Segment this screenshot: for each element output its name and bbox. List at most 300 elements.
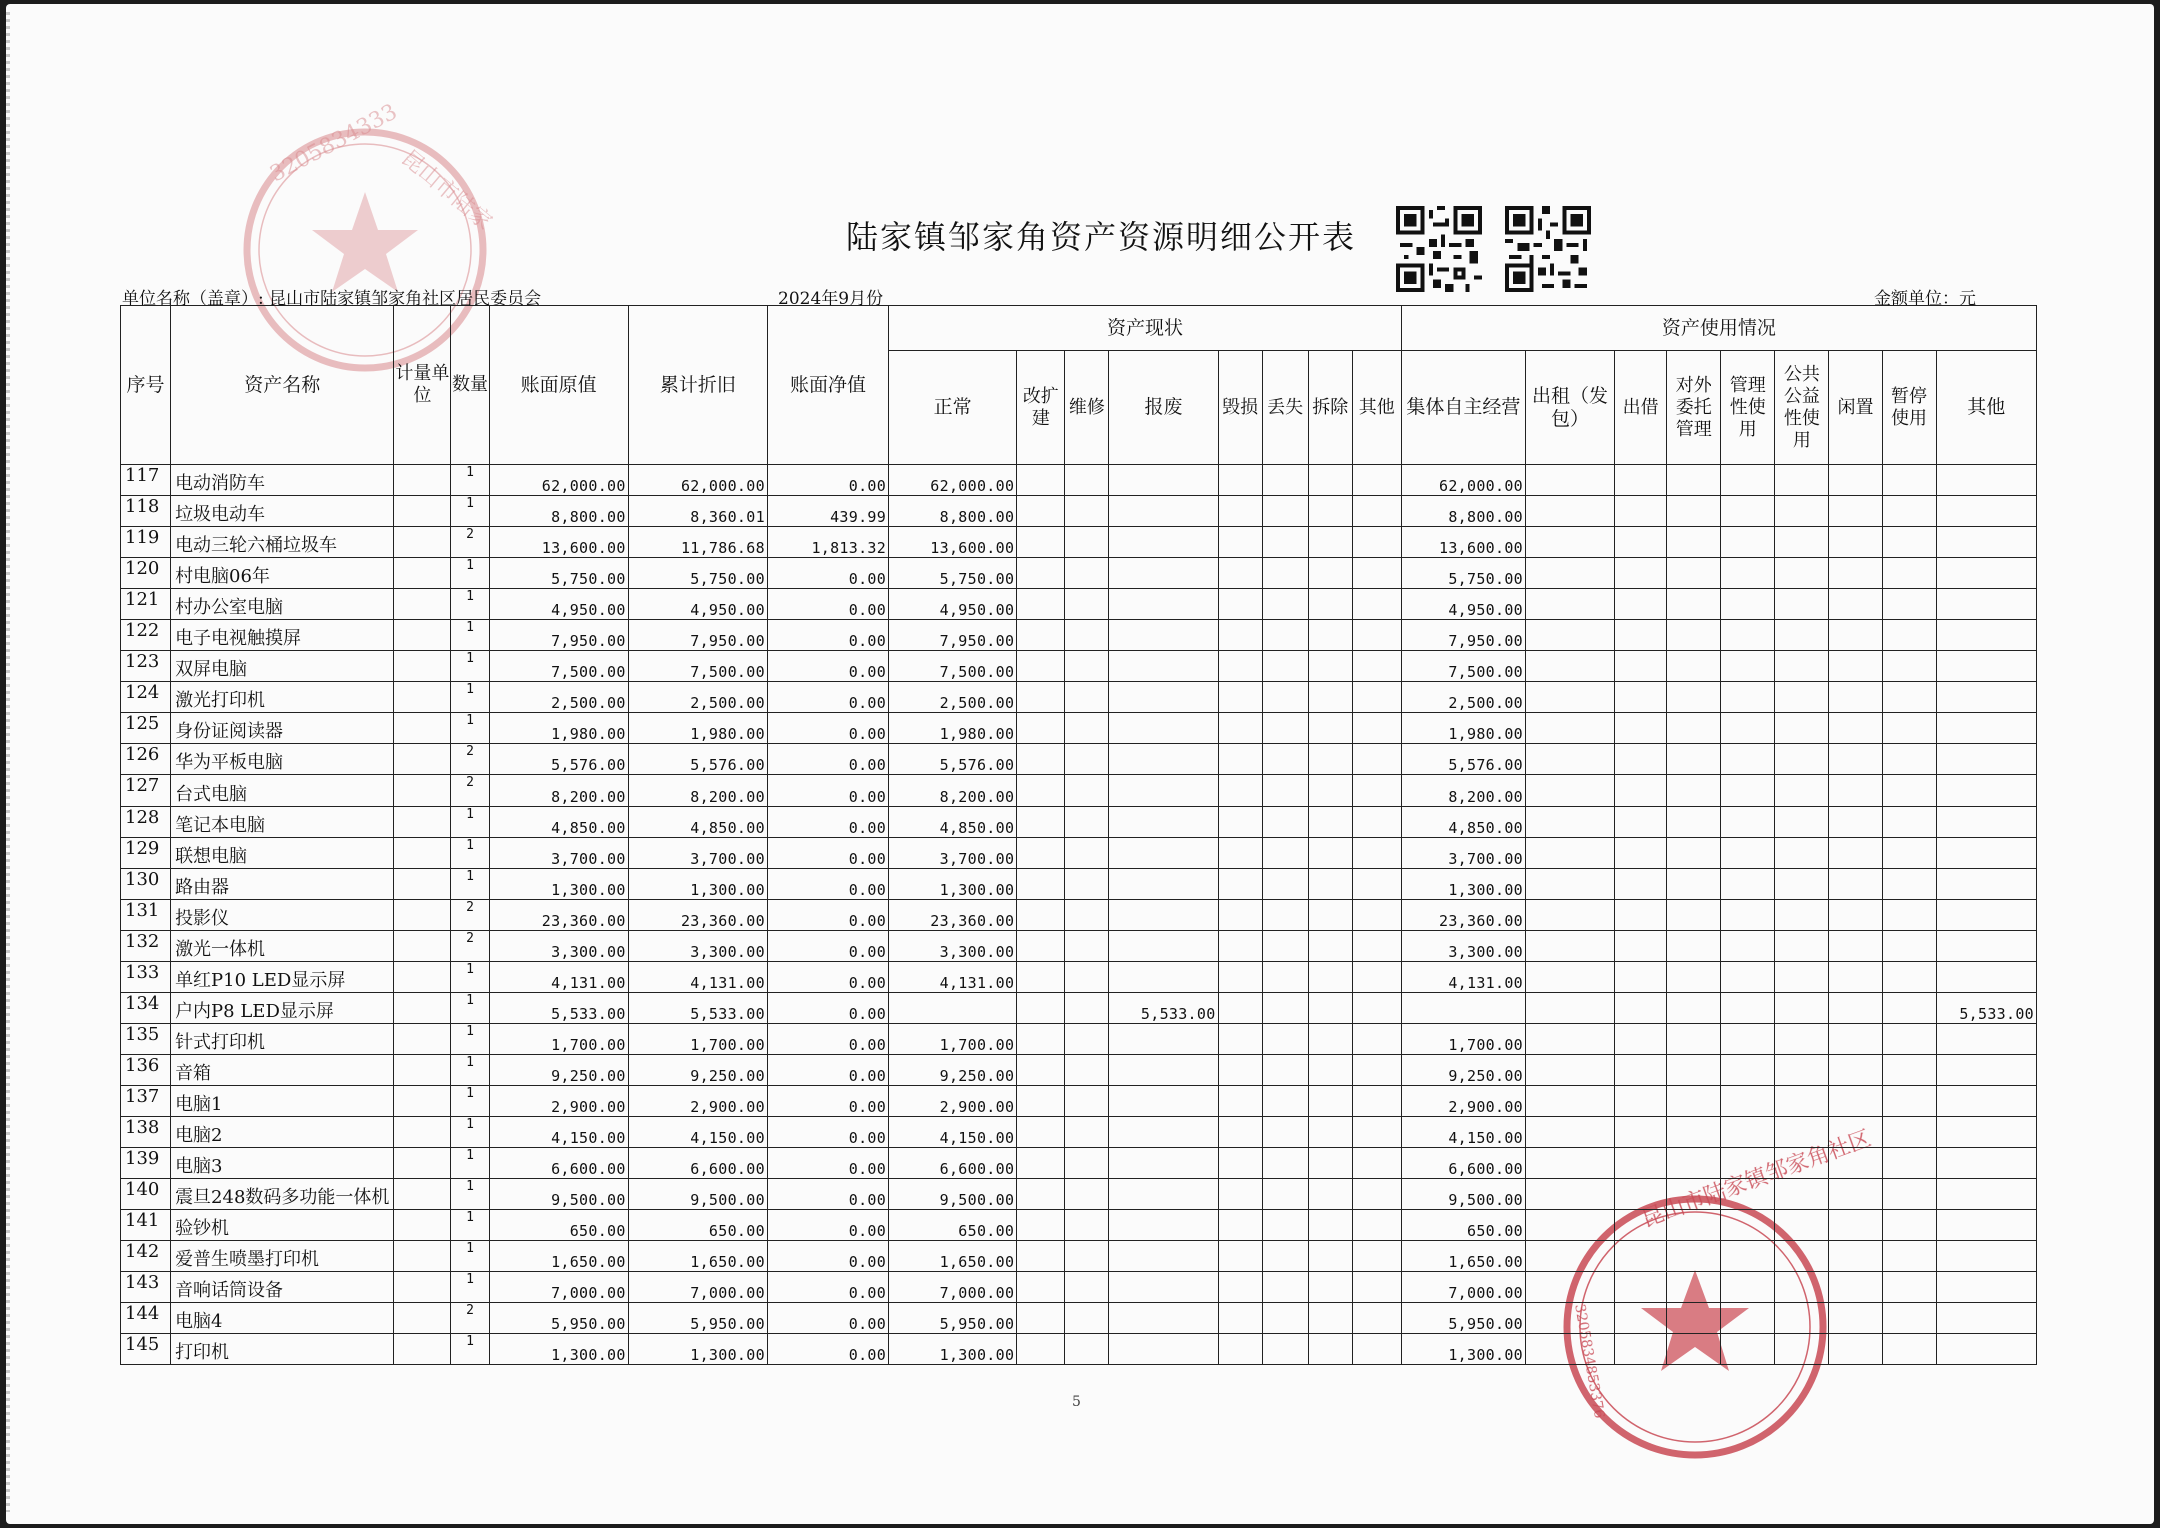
header-book-net: 账面净值 [767, 306, 888, 465]
status-renovation-cell [1017, 961, 1065, 992]
usage-public-welfare-cell [1775, 1210, 1829, 1241]
status-lost-cell [1262, 992, 1308, 1023]
usage-other-cell [1936, 744, 2036, 775]
quantity-cell: 1 [451, 868, 489, 899]
quantity-cell: 2 [451, 899, 489, 930]
usage-management-cell [1721, 1023, 1775, 1054]
quantity-cell: 2 [451, 527, 489, 558]
status-repair-cell [1065, 1023, 1109, 1054]
usage-self-operated-cell: 650.00 [1401, 1210, 1525, 1241]
book-net-cell: 0.00 [767, 1334, 888, 1365]
status-damaged-cell [1218, 1179, 1262, 1210]
asset-name-cell: 电脑1 [171, 1085, 394, 1116]
usage-idle-cell [1829, 1116, 1882, 1147]
status-lost-cell [1262, 1023, 1308, 1054]
usage-lent-cell [1615, 496, 1667, 527]
header-book-original: 账面原值 [489, 306, 628, 465]
accumulated-depreciation-cell: 6,600.00 [628, 1148, 767, 1179]
usage-public-welfare-cell [1775, 1148, 1829, 1179]
asset-name-cell: 针式打印机 [171, 1023, 394, 1054]
header-status-demolished: 拆除 [1308, 351, 1352, 465]
book-net-cell: 0.00 [767, 1148, 888, 1179]
usage-entrusted-cell [1667, 682, 1721, 713]
status-repair-cell [1065, 589, 1109, 620]
accumulated-depreciation-cell: 1,650.00 [628, 1241, 767, 1272]
status-demolished-cell [1308, 651, 1352, 682]
quantity-cell: 1 [451, 837, 489, 868]
status-other-cell [1352, 992, 1401, 1023]
table-row [121, 465, 2037, 496]
usage-idle-cell [1829, 1241, 1882, 1272]
usage-public-welfare-cell [1775, 1116, 1829, 1147]
usage-entrusted-cell [1667, 1179, 1721, 1210]
usage-lent-cell [1615, 682, 1667, 713]
status-normal-cell: 5,750.00 [889, 558, 1017, 589]
usage-self-operated-cell: 9,500.00 [1401, 1179, 1525, 1210]
status-repair-cell [1065, 1116, 1109, 1147]
accumulated-depreciation-cell: 8,360.01 [628, 496, 767, 527]
status-other-cell [1352, 682, 1401, 713]
book-original-cell: 2,900.00 [489, 1085, 628, 1116]
usage-other-cell [1936, 930, 2036, 961]
usage-self-operated-cell: 5,576.00 [1401, 744, 1525, 775]
row-seq-cell: 134 [121, 992, 171, 1023]
status-repair-cell [1065, 992, 1109, 1023]
usage-leased-cell [1526, 930, 1615, 961]
usage-entrusted-cell [1667, 961, 1721, 992]
usage-public-welfare-cell [1775, 682, 1829, 713]
header-measure-unit: 计量单位 [394, 306, 451, 465]
usage-management-cell [1721, 465, 1775, 496]
status-scrapped-cell [1109, 1023, 1218, 1054]
usage-other-cell [1936, 496, 2036, 527]
usage-lent-cell [1615, 744, 1667, 775]
measure-unit-cell [394, 1054, 451, 1085]
table-row [121, 899, 2037, 930]
status-normal-cell: 1,980.00 [889, 713, 1017, 744]
quantity-cell: 1 [451, 589, 489, 620]
usage-idle-cell [1829, 620, 1882, 651]
status-damaged-cell [1218, 713, 1262, 744]
table-row [121, 1272, 2037, 1303]
status-scrapped-cell [1109, 1116, 1218, 1147]
header-usage-idle: 闲置 [1829, 351, 1882, 465]
measure-unit-cell [394, 558, 451, 589]
status-renovation-cell [1017, 1148, 1065, 1179]
usage-other-cell [1936, 1210, 2036, 1241]
usage-self-operated-cell: 8,800.00 [1401, 496, 1525, 527]
usage-leased-cell [1526, 527, 1615, 558]
status-normal-cell: 2,500.00 [889, 682, 1017, 713]
usage-other-cell [1936, 651, 2036, 682]
accumulated-depreciation-cell: 1,300.00 [628, 868, 767, 899]
asset-name-cell: 电子电视触摸屏 [171, 620, 394, 651]
row-seq-cell: 137 [121, 1085, 171, 1116]
status-scrapped-cell [1109, 868, 1218, 899]
usage-leased-cell [1526, 1054, 1615, 1085]
asset-name-cell: 音箱 [171, 1054, 394, 1085]
usage-idle-cell [1829, 992, 1882, 1023]
status-demolished-cell [1308, 1085, 1352, 1116]
usage-other-cell [1936, 558, 2036, 589]
status-lost-cell [1262, 899, 1308, 930]
measure-unit-cell [394, 992, 451, 1023]
book-original-cell: 1,300.00 [489, 1334, 628, 1365]
status-repair-cell [1065, 465, 1109, 496]
usage-lent-cell [1615, 837, 1667, 868]
status-demolished-cell [1308, 496, 1352, 527]
accumulated-depreciation-cell: 7,500.00 [628, 651, 767, 682]
usage-public-welfare-cell [1775, 1241, 1829, 1272]
usage-lent-cell [1615, 713, 1667, 744]
status-damaged-cell [1218, 620, 1262, 651]
status-other-cell [1352, 1054, 1401, 1085]
measure-unit-cell [394, 930, 451, 961]
book-net-cell: 0.00 [767, 651, 888, 682]
status-normal-cell: 4,950.00 [889, 589, 1017, 620]
usage-suspended-cell [1882, 837, 1936, 868]
header-usage-entrusted: 对外委托管理 [1667, 351, 1721, 465]
usage-lent-cell [1615, 1210, 1667, 1241]
usage-suspended-cell [1882, 589, 1936, 620]
usage-self-operated-cell: 4,131.00 [1401, 961, 1525, 992]
row-seq-cell: 145 [121, 1334, 171, 1365]
header-asset-status-group: 资产现状 [889, 306, 1402, 351]
status-demolished-cell [1308, 1210, 1352, 1241]
header-seq: 序号 [121, 306, 171, 465]
usage-suspended-cell [1882, 1116, 1936, 1147]
book-original-cell: 7,000.00 [489, 1272, 628, 1303]
status-repair-cell [1065, 837, 1109, 868]
usage-lent-cell [1615, 527, 1667, 558]
paper-edge [6, 12, 10, 1512]
quantity-cell: 1 [451, 682, 489, 713]
table-row [121, 837, 2037, 868]
header-status-lost: 丢失 [1262, 351, 1308, 465]
asset-name-cell: 投影仪 [171, 899, 394, 930]
table-row [121, 496, 2037, 527]
usage-leased-cell [1526, 713, 1615, 744]
status-renovation-cell [1017, 682, 1065, 713]
book-net-cell: 0.00 [767, 589, 888, 620]
usage-entrusted-cell [1667, 899, 1721, 930]
status-repair-cell [1065, 558, 1109, 589]
status-damaged-cell [1218, 1303, 1262, 1334]
measure-unit-cell [394, 1272, 451, 1303]
accumulated-depreciation-cell: 9,500.00 [628, 1179, 767, 1210]
status-lost-cell [1262, 930, 1308, 961]
status-other-cell [1352, 775, 1401, 806]
usage-suspended-cell [1882, 713, 1936, 744]
usage-suspended-cell [1882, 1303, 1936, 1334]
report-period: 2024年9月份 [778, 289, 884, 309]
asset-name-cell: 爱普生喷墨打印机 [171, 1241, 394, 1272]
usage-entrusted-cell [1667, 1334, 1721, 1365]
status-lost-cell [1262, 1116, 1308, 1147]
status-demolished-cell [1308, 558, 1352, 589]
status-damaged-cell [1218, 1023, 1262, 1054]
usage-idle-cell [1829, 1179, 1882, 1210]
header-status-damaged: 毁损 [1218, 351, 1262, 465]
usage-public-welfare-cell [1775, 775, 1829, 806]
status-scrapped-cell [1109, 465, 1218, 496]
usage-management-cell [1721, 1179, 1775, 1210]
usage-public-welfare-cell [1775, 744, 1829, 775]
usage-public-welfare-cell [1775, 589, 1829, 620]
header-usage-lent: 出借 [1615, 351, 1667, 465]
usage-leased-cell [1526, 496, 1615, 527]
book-original-cell: 1,650.00 [489, 1241, 628, 1272]
usage-leased-cell [1526, 620, 1615, 651]
accumulated-depreciation-cell: 2,500.00 [628, 682, 767, 713]
usage-public-welfare-cell [1775, 930, 1829, 961]
status-demolished-cell [1308, 1148, 1352, 1179]
status-normal-cell: 4,150.00 [889, 1116, 1017, 1147]
status-other-cell [1352, 1241, 1401, 1272]
usage-entrusted-cell [1667, 806, 1721, 837]
book-net-cell: 0.00 [767, 1272, 888, 1303]
usage-other-cell [1936, 1116, 2036, 1147]
status-normal-cell: 7,500.00 [889, 651, 1017, 682]
usage-public-welfare-cell [1775, 806, 1829, 837]
status-normal-cell: 7,000.00 [889, 1272, 1017, 1303]
usage-other-cell [1936, 1334, 2036, 1365]
status-damaged-cell [1218, 1210, 1262, 1241]
book-net-cell: 0.00 [767, 837, 888, 868]
usage-public-welfare-cell [1775, 558, 1829, 589]
accumulated-depreciation-cell: 4,850.00 [628, 806, 767, 837]
status-other-cell [1352, 1085, 1401, 1116]
status-normal-cell [889, 992, 1017, 1023]
usage-lent-cell [1615, 1179, 1667, 1210]
accumulated-depreciation-cell: 5,750.00 [628, 558, 767, 589]
status-lost-cell [1262, 744, 1308, 775]
table-row [121, 961, 2037, 992]
book-original-cell: 7,950.00 [489, 620, 628, 651]
accumulated-depreciation-cell: 2,900.00 [628, 1085, 767, 1116]
usage-self-operated-cell: 1,650.00 [1401, 1241, 1525, 1272]
usage-other-cell [1936, 1085, 2036, 1116]
status-scrapped-cell [1109, 1272, 1218, 1303]
usage-idle-cell [1829, 837, 1882, 868]
asset-name-cell: 户内P8 LED显示屏 [171, 992, 394, 1023]
row-seq-cell: 125 [121, 713, 171, 744]
status-damaged-cell [1218, 961, 1262, 992]
accumulated-depreciation-cell: 5,950.00 [628, 1303, 767, 1334]
status-normal-cell: 1,700.00 [889, 1023, 1017, 1054]
usage-leased-cell [1526, 558, 1615, 589]
usage-management-cell [1721, 1116, 1775, 1147]
svg-text:3205834333: 3205834333 [266, 99, 402, 188]
usage-leased-cell [1526, 744, 1615, 775]
usage-self-operated-cell: 62,000.00 [1401, 465, 1525, 496]
status-normal-cell: 7,950.00 [889, 620, 1017, 651]
usage-leased-cell [1526, 806, 1615, 837]
usage-management-cell [1721, 1210, 1775, 1241]
measure-unit-cell [394, 837, 451, 868]
svg-text:昆山市陆家镇邹家角社区: 昆山市陆家镇邹家角社区 [1638, 1126, 1875, 1233]
measure-unit-cell [394, 744, 451, 775]
status-scrapped-cell [1109, 1210, 1218, 1241]
table-row [121, 1303, 2037, 1334]
status-renovation-cell [1017, 713, 1065, 744]
usage-management-cell [1721, 651, 1775, 682]
status-other-cell [1352, 744, 1401, 775]
book-net-cell: 0.00 [767, 682, 888, 713]
quantity-cell: 1 [451, 1023, 489, 1054]
status-repair-cell [1065, 744, 1109, 775]
usage-other-cell [1936, 775, 2036, 806]
usage-lent-cell [1615, 1334, 1667, 1365]
status-scrapped-cell [1109, 744, 1218, 775]
status-repair-cell [1065, 1085, 1109, 1116]
table-row [121, 1023, 2037, 1054]
usage-leased-cell [1526, 1023, 1615, 1054]
header-asset-name: 资产名称 [171, 306, 394, 465]
book-net-cell: 0.00 [767, 992, 888, 1023]
usage-leased-cell [1526, 1179, 1615, 1210]
status-renovation-cell [1017, 465, 1065, 496]
measure-unit-cell [394, 465, 451, 496]
usage-idle-cell [1829, 682, 1882, 713]
status-other-cell [1352, 465, 1401, 496]
usage-idle-cell [1829, 651, 1882, 682]
usage-leased-cell [1526, 1116, 1615, 1147]
quantity-cell: 2 [451, 744, 489, 775]
status-other-cell [1352, 1023, 1401, 1054]
row-seq-cell: 142 [121, 1241, 171, 1272]
usage-entrusted-cell [1667, 558, 1721, 589]
status-other-cell [1352, 527, 1401, 558]
svg-text:3205834853376: 3205834853376 [1571, 1302, 1607, 1420]
usage-idle-cell [1829, 1272, 1882, 1303]
status-other-cell [1352, 1334, 1401, 1365]
usage-lent-cell [1615, 1148, 1667, 1179]
measure-unit-cell [394, 713, 451, 744]
measure-unit-cell [394, 775, 451, 806]
table-row [121, 868, 2037, 899]
measure-unit-cell [394, 1148, 451, 1179]
quantity-cell: 1 [451, 1054, 489, 1085]
status-demolished-cell [1308, 1334, 1352, 1365]
table-row [121, 527, 2037, 558]
quantity-cell: 1 [451, 1116, 489, 1147]
status-other-cell [1352, 806, 1401, 837]
usage-leased-cell [1526, 1303, 1615, 1334]
quantity-cell: 2 [451, 775, 489, 806]
usage-leased-cell [1526, 837, 1615, 868]
book-net-cell: 1,813.32 [767, 527, 888, 558]
usage-self-operated-cell: 6,600.00 [1401, 1148, 1525, 1179]
status-lost-cell [1262, 527, 1308, 558]
status-other-cell [1352, 1179, 1401, 1210]
status-damaged-cell [1218, 1272, 1262, 1303]
usage-other-cell [1936, 961, 2036, 992]
usage-lent-cell [1615, 558, 1667, 589]
usage-suspended-cell [1882, 1210, 1936, 1241]
qr-code-right [1505, 206, 1591, 292]
usage-self-operated-cell: 9,250.00 [1401, 1054, 1525, 1085]
table-row [121, 589, 2037, 620]
usage-entrusted-cell [1667, 527, 1721, 558]
row-seq-cell: 121 [121, 589, 171, 620]
usage-self-operated-cell: 5,950.00 [1401, 1303, 1525, 1334]
status-scrapped-cell [1109, 620, 1218, 651]
usage-idle-cell [1829, 527, 1882, 558]
book-original-cell: 4,950.00 [489, 589, 628, 620]
status-damaged-cell [1218, 651, 1262, 682]
status-demolished-cell [1308, 1303, 1352, 1334]
asset-name-cell: 村电脑06年 [171, 558, 394, 589]
book-net-cell: 0.00 [767, 1054, 888, 1085]
status-lost-cell [1262, 1241, 1308, 1272]
status-renovation-cell [1017, 1334, 1065, 1365]
status-demolished-cell [1308, 682, 1352, 713]
status-renovation-cell [1017, 1241, 1065, 1272]
usage-leased-cell [1526, 775, 1615, 806]
usage-public-welfare-cell [1775, 620, 1829, 651]
usage-lent-cell [1615, 589, 1667, 620]
status-other-cell [1352, 930, 1401, 961]
book-original-cell: 2,500.00 [489, 682, 628, 713]
book-net-cell: 0.00 [767, 1303, 888, 1334]
table-row [121, 682, 2037, 713]
status-scrapped-cell [1109, 527, 1218, 558]
usage-idle-cell [1829, 1303, 1882, 1334]
status-repair-cell [1065, 713, 1109, 744]
status-damaged-cell [1218, 1334, 1262, 1365]
book-original-cell: 5,576.00 [489, 744, 628, 775]
quantity-cell: 1 [451, 806, 489, 837]
status-repair-cell [1065, 496, 1109, 527]
measure-unit-cell [394, 682, 451, 713]
usage-leased-cell [1526, 589, 1615, 620]
measure-unit-cell [394, 899, 451, 930]
status-renovation-cell [1017, 930, 1065, 961]
usage-leased-cell [1526, 651, 1615, 682]
status-renovation-cell [1017, 1023, 1065, 1054]
row-seq-cell: 127 [121, 775, 171, 806]
status-scrapped-cell [1109, 713, 1218, 744]
usage-public-welfare-cell [1775, 961, 1829, 992]
usage-self-operated-cell [1401, 992, 1525, 1023]
usage-idle-cell [1829, 775, 1882, 806]
book-original-cell: 9,500.00 [489, 1179, 628, 1210]
usage-other-cell [1936, 620, 2036, 651]
usage-other-cell [1936, 465, 2036, 496]
measure-unit-cell [394, 961, 451, 992]
status-lost-cell [1262, 868, 1308, 899]
asset-name-cell: 电脑3 [171, 1148, 394, 1179]
table-row [121, 1241, 2037, 1272]
status-lost-cell [1262, 465, 1308, 496]
quantity-cell: 1 [451, 1148, 489, 1179]
header-usage-leased: 出租（发包） [1526, 351, 1615, 465]
quantity-cell: 1 [451, 651, 489, 682]
status-renovation-cell [1017, 1179, 1065, 1210]
status-damaged-cell [1218, 558, 1262, 589]
table-row [121, 558, 2037, 589]
measure-unit-cell [394, 1179, 451, 1210]
usage-suspended-cell [1882, 620, 1936, 651]
status-damaged-cell [1218, 496, 1262, 527]
row-seq-cell: 122 [121, 620, 171, 651]
status-repair-cell [1065, 620, 1109, 651]
status-scrapped-cell [1109, 837, 1218, 868]
usage-management-cell [1721, 992, 1775, 1023]
row-seq-cell: 119 [121, 527, 171, 558]
usage-entrusted-cell [1667, 1023, 1721, 1054]
